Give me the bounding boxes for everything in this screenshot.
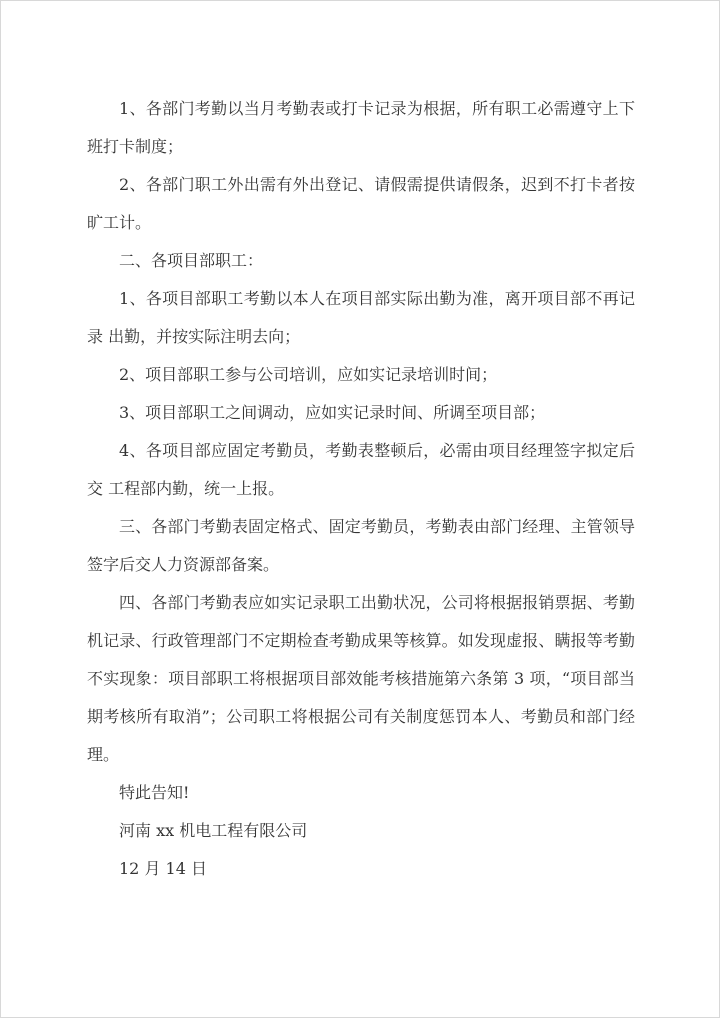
paragraph-leave-registration: 2、各部门职工外出需有外出登记、请假需提供请假条，迟到不打卡者按旷工计。 xyxy=(87,175,635,232)
document-body xyxy=(87,90,635,888)
paragraph-form-filing: 三、各部门考勤表固定格式、固定考勤员，考勤表由部门经理、主管领导签字后交人力资源部备案。 xyxy=(87,517,635,574)
closing-notice: 特此告知! xyxy=(119,783,190,802)
paragraph-attendance-clerk: 4、各项目部应固定考勤员，考勤表整顿后，必需由项目经理签字拟定后交 工程部内勤，统一上报。 xyxy=(87,441,635,498)
paragraph-project-attendance: 1、各项目部职工考勤以本人在项目部实际出勤为准，离开项目部不再记录 出勤，并按实际注明去向； xyxy=(87,289,635,346)
company-name: 河南 xx 机电工程有限公司 xyxy=(119,821,308,840)
paragraph-attendance-basis: 1、各部门考勤以当月考勤表或打卡记录为根据，所有职工必需遵守上下班打卡制度； xyxy=(87,99,635,156)
paragraph-verification-penalty: 四、各部门考勤表应如实记录职工出勤状况，公司将根据报销票据、考勤机记录、行政管理部门不定期检查考勤成果等核算。如发现虚报、瞒报等考勤不实现象：项目部职工将根据项目部效能考核措施第六条第 3 项，“项目部当期考核所有取消”；公司职工将根据公司有关制度惩罚本人、考勤员和部门经理。 xyxy=(87,593,635,764)
document-date: 12 月 14 日 xyxy=(119,859,207,878)
paragraph-training-records: 2、项目部职工参与公司培训，应如实记录培训时间； xyxy=(119,365,498,384)
paragraph-staff-transfer: 3、项目部职工之间调动，应如实记录时间、所调至项目部； xyxy=(119,403,546,422)
section-heading-project-staff: 二、各项目部职工： xyxy=(119,251,264,270)
